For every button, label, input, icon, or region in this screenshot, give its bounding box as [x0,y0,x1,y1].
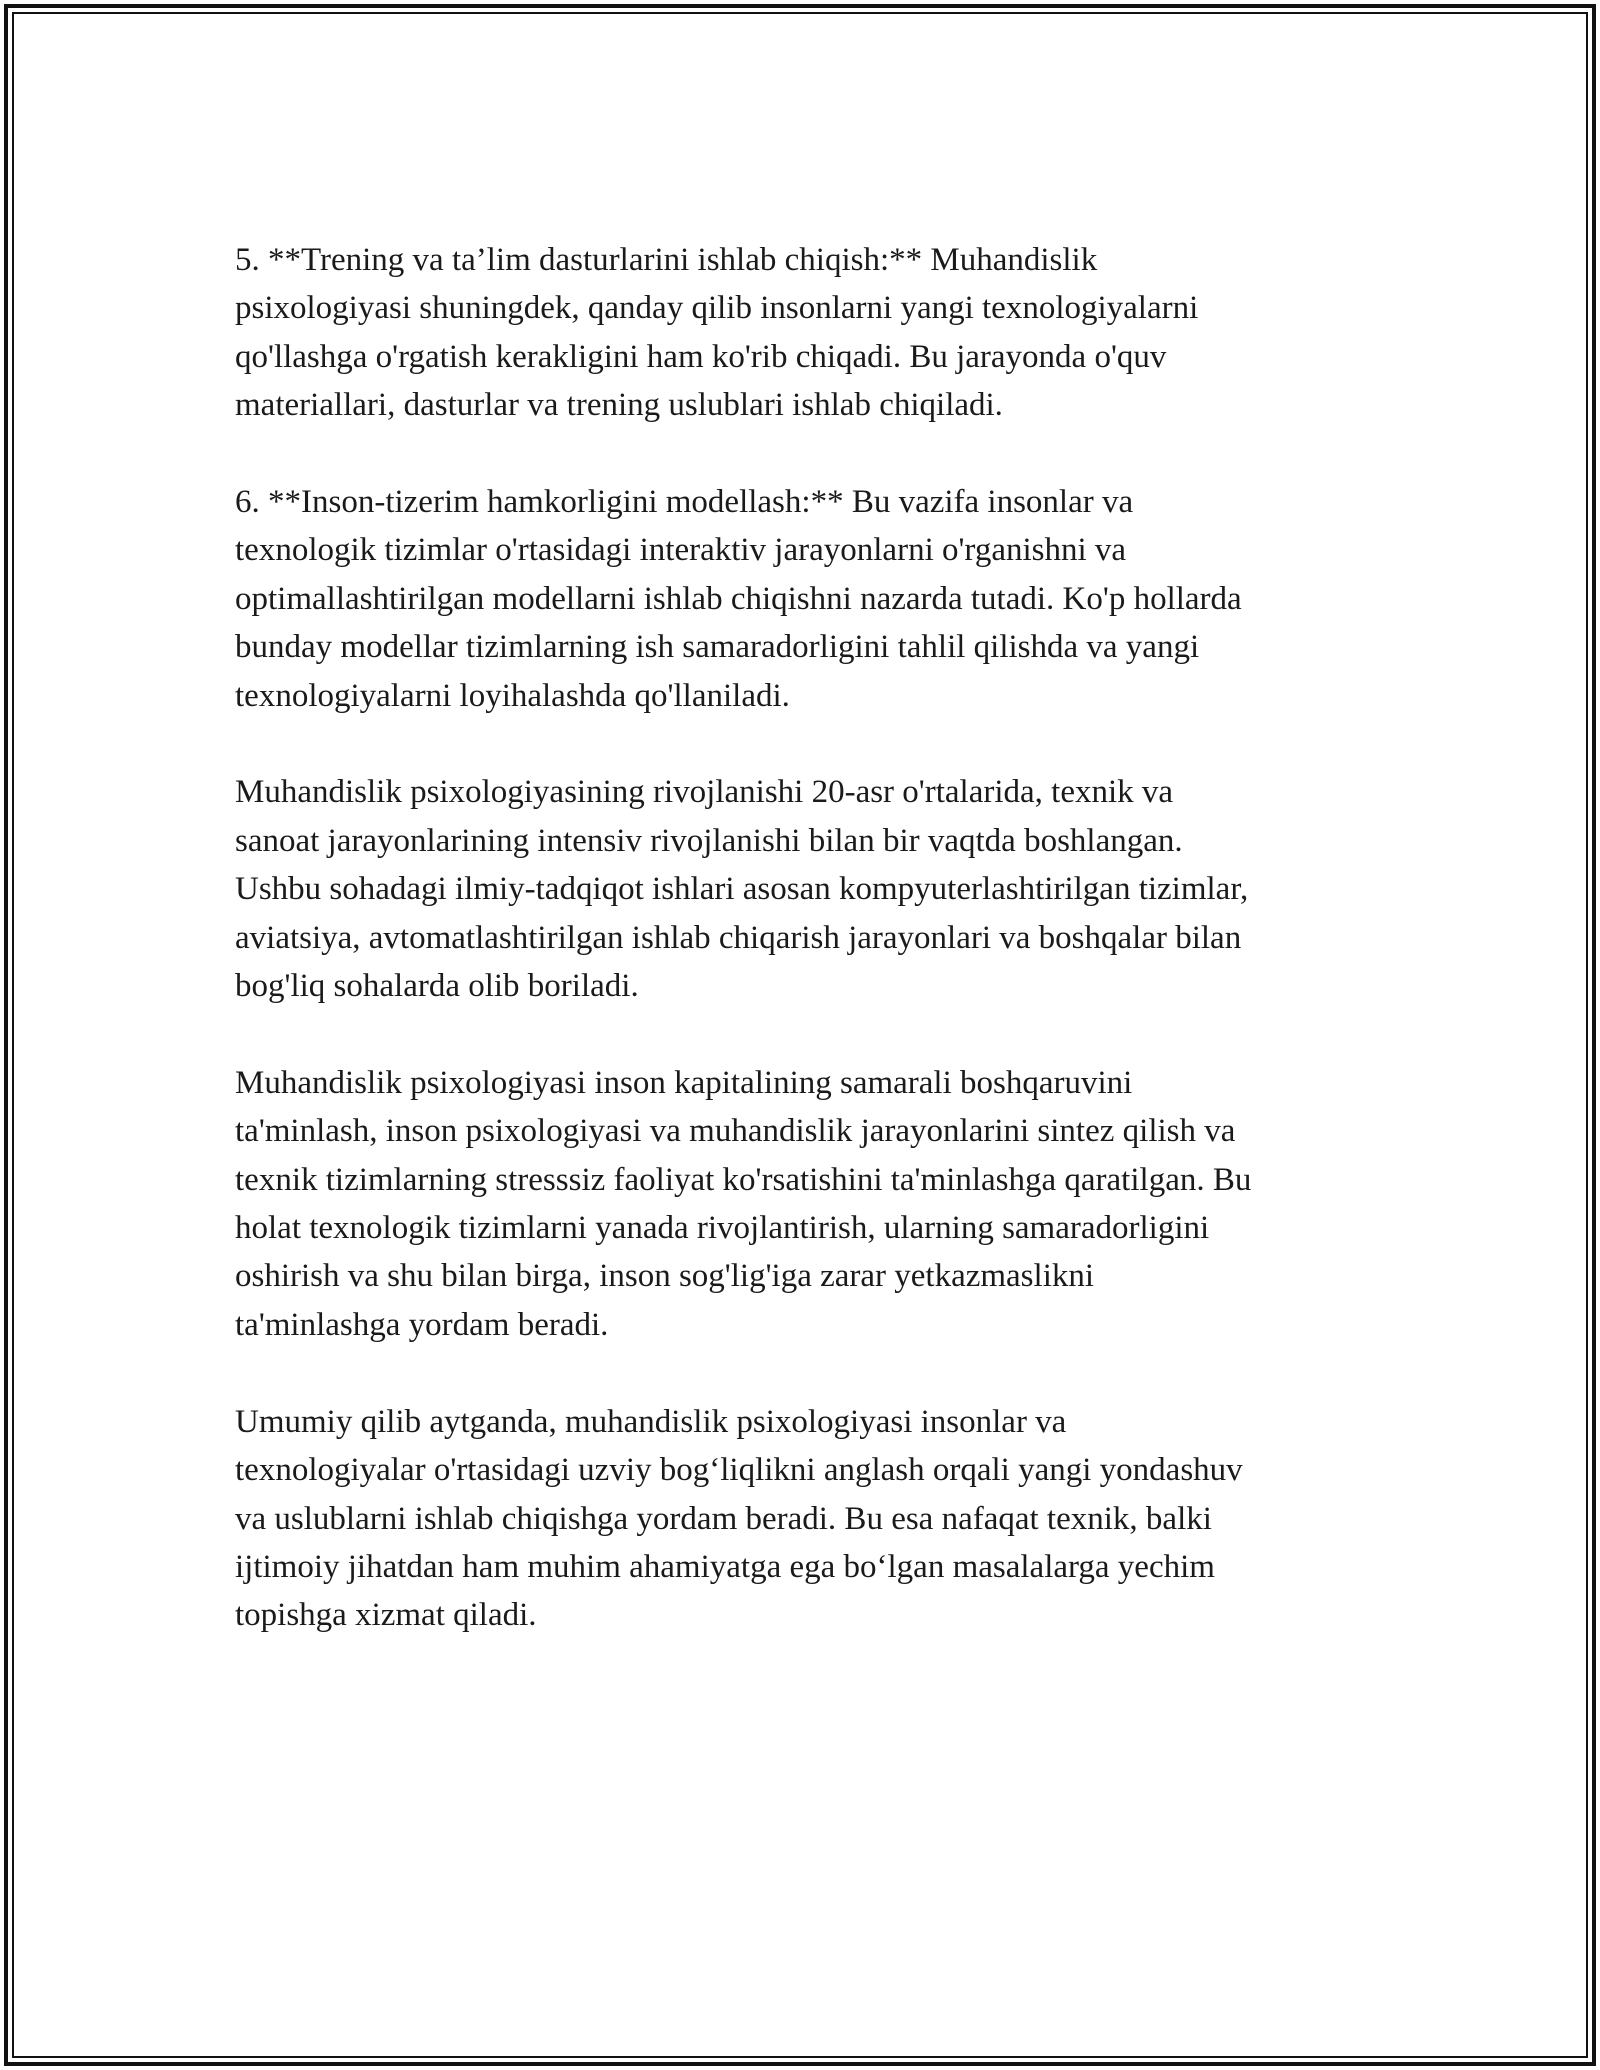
paragraph-training-programs: 5. **Trening va ta’lim dasturlarini ishlab chiqish:** Muhandislik psixologiyasi shuningdek, qanday qilib insonlarni yangi texnologiyalarni qo'llashga o'rgatish kerakligini ham ko'rib chiqadi. Bu jarayonda o'quv materiallari, dasturlar va trening uslublari ishlab chiqiladi. [235,242,1199,424]
paragraph-human-system-modeling: 6. **Inson-tizerim hamkorligini modellash:** Bu vazifa insonlar va texnologik tizimlar o'rtasidagi interaktiv jarayonlarni o'rganishni va optimallashtirilgan modellarni ishlab chiqishni nazarda tutadi. Ko'p hollarda bunday modellar tizimlarning ish samaradorligini tahlil qilishda va yangi texnologiyalarni loyihalashda qo'llaniladi. [235,484,1242,714]
paragraph-human-capital: Muhandislik psixologiyasi inson kapitalining samarali boshqaruvini ta'minlash, inson psixologiyasi va muhandislik jarayonlarini sintez qilish va texnik tizimlarning stresssiz faoliyat ko'rsatishini ta'minlashga qaratilgan. Bu holat texnologik tizimlarni yanada rivojlantirish, ularning samaradorligini oshirish va shu bilan birga, inson sog'lig'iga zarar yetkazmaslikni ta'minlashga yordam beradi. [235,1064,1252,1343]
paragraph-history: Muhandislik psixologiyasining rivojlanishi 20-asr o'rtalarida, texnik va sanoat jarayonlarining intensiv rivojlanishi bilan bir vaqtda boshlangan. Ushbu sohadagi ilmiy-tadqiqot ishlari asosan kompyuterlashtirilgan tizimlar, aviatsiya, avtomatlashtirilgan ishlab chiqarish jarayonlari va boshqalar bilan bog'liq sohalarda olib boriladi. [235,774,1249,1005]
paragraph-conclusion: Umumiy qilib aytganda, muhandislik psixologiyasi insonlar va texnologiyalar o'rtasidagi uzviy bog‘liqlikni anglash orqali yangi yondashuv va uslublarni ishlab chiqishga yordam beradi. Bu esa nafaqat texnik, balki ijtimoiy jihatdan ham muhim ahamiyatga ega bo‘lgan masalalarga yechim topishga xizmat qiladi. [235,1403,1243,1634]
document-body [235,236,1375,1688]
